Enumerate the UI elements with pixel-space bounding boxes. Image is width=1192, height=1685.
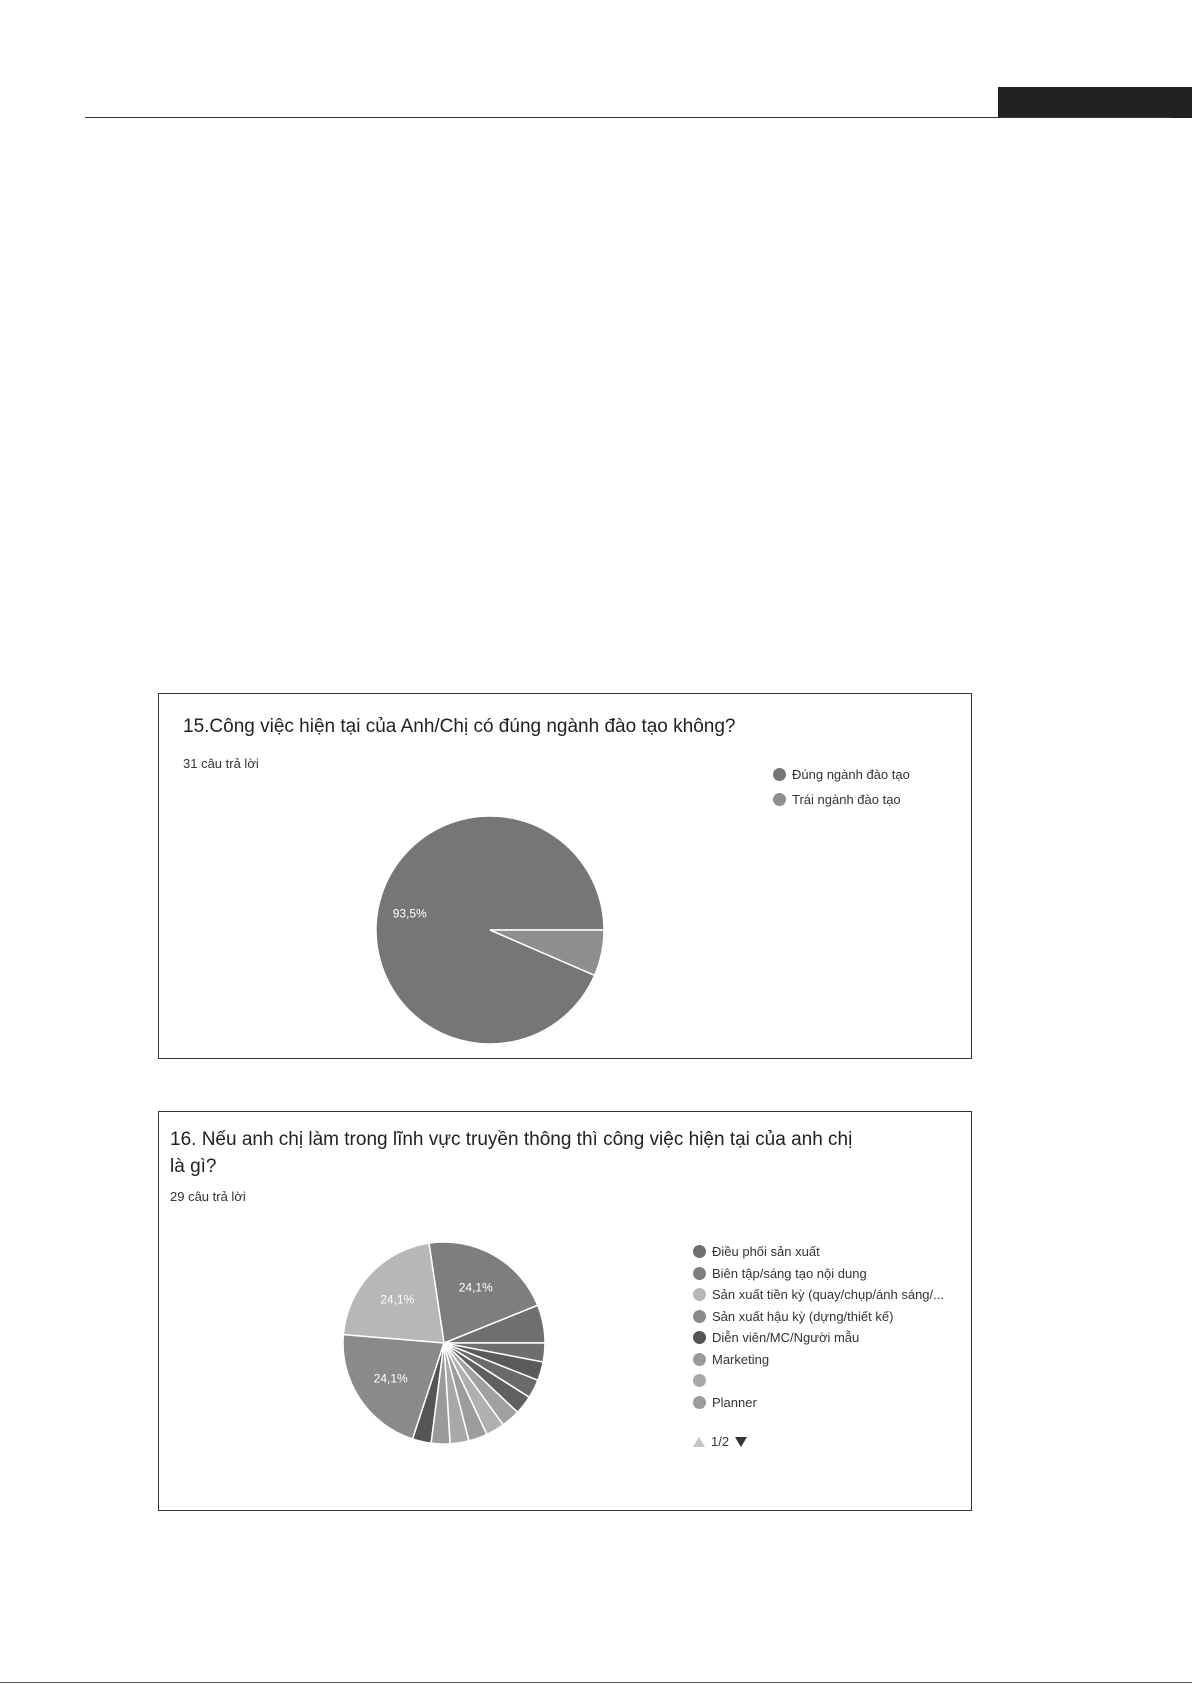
legend-dot-icon [693,1245,706,1258]
legend-item[interactable] [693,1263,944,1285]
legend-16 [693,1241,944,1413]
legend-label: Biên tập/sáng tạo nội dung [712,1265,867,1281]
legend-15 [773,762,910,812]
legend-dot-icon [773,793,786,806]
legend-item[interactable] [693,1349,944,1371]
header-rule [85,117,1172,118]
legend-label: Đúng ngành đào tạo [792,767,910,782]
legend-item[interactable] [693,1370,944,1392]
legend-label: Trái ngành đào tạo [792,792,901,807]
response-count: 31 câu trả lời [183,756,259,771]
data-label: 24,1% [373,1371,408,1386]
legend-dot-icon [693,1353,706,1366]
legend-item[interactable] [693,1284,944,1306]
bottom-rule [0,1682,1192,1683]
chart-panel-15 [158,693,972,1059]
pie-chart-15 [159,694,971,1058]
legend-dot-icon [693,1288,706,1301]
legend-label: Marketing [712,1351,770,1367]
chart-title: 16. Nếu anh chị làm trong lĩnh vực truyền thông thì công việc hiện tại của anh chị là gì? [170,1129,853,1177]
chart-panel-16 [158,1111,972,1511]
legend-dot-icon [773,768,786,781]
data-label: 24,1% [458,1280,493,1295]
data-label: 24,1% [380,1292,415,1307]
legend-dot-icon [693,1310,706,1323]
legend-label: Sản xuất tiền kỳ (quay/chụp/ánh sáng/... [712,1287,944,1303]
legend-page-indicator: 1/2 [711,1434,730,1449]
legend-item[interactable] [693,1392,944,1414]
legend-item[interactable] [773,787,910,812]
chart-title: 15.Công việc hiện tại của Anh/Chị có đúng ngành đào tạo không? [183,716,736,737]
page-down-icon[interactable] [735,1437,747,1447]
header-block [998,87,1192,118]
legend-item[interactable] [693,1306,944,1328]
legend-label: Sản xuất hậu kỳ (dựng/thiết kế) [712,1308,894,1324]
legend-dot-icon [693,1331,706,1344]
legend-dot-icon [693,1267,706,1280]
legend-label: Planner [712,1394,757,1410]
legend-dot-icon [693,1374,706,1387]
legend-dot-icon [693,1396,706,1409]
data-label: 93,5% [392,906,427,921]
response-count: 29 câu trả lời [170,1189,246,1204]
legend-item[interactable] [773,762,910,787]
legend-item[interactable] [693,1241,944,1263]
legend-label: Diễn viên/MC/Người mẫu [712,1330,860,1346]
legend-label: Điều phối sản xuất [712,1244,820,1260]
legend-pager [693,1434,747,1449]
legend-item[interactable] [693,1327,944,1349]
page-up-icon[interactable] [693,1437,705,1447]
